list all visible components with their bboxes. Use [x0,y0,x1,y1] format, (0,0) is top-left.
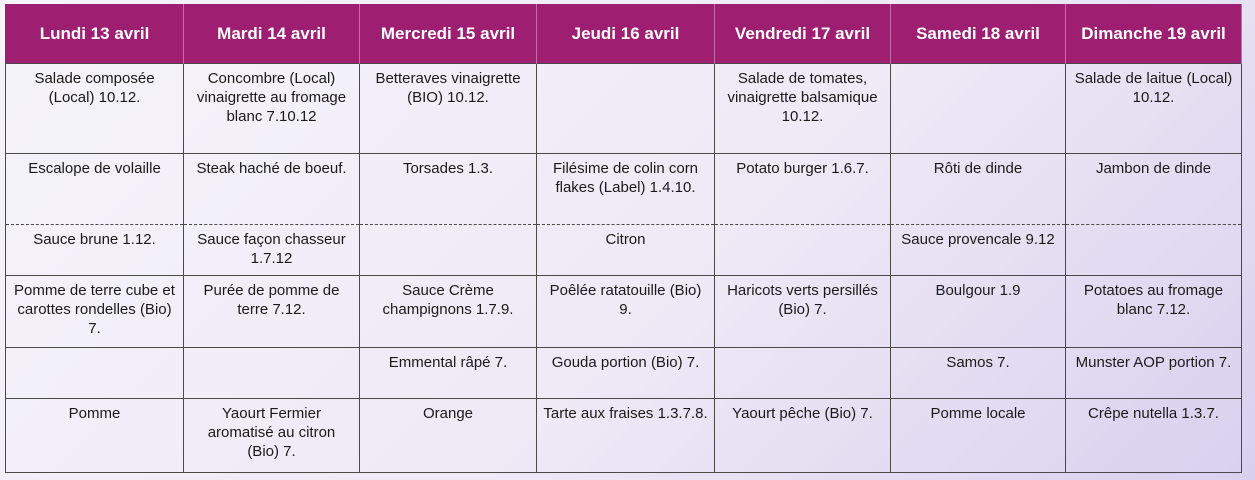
day-header-sunday: Dimanche 19 avril [1066,4,1242,64]
sauce-row [6,225,1242,276]
day-header-saturday: Samedi 18 avril [891,4,1066,64]
starter-cell: Salade composée (Local) 10.12. [6,64,184,154]
side-dish-cell: Haricots verts persillés (Bio) 7. [715,276,891,348]
main-dish-cell: Rôti de dinde [891,154,1066,225]
sauce-cell: Sauce brune 1.12. [6,225,184,276]
side-dish-cell: Boulgour 1.9 [891,276,1066,348]
sauce-cell [360,225,537,276]
cheese-cell: Gouda portion (Bio) 7. [537,348,715,399]
starter-cell [537,64,715,154]
starter-cell [891,64,1066,154]
cheese-cell [184,348,360,399]
side-dish-cell: Sauce Crème champignons 1.7.9. [360,276,537,348]
side-dish-row [6,276,1242,348]
side-dish-cell: Poêlée ratatouille (Bio) 9. [537,276,715,348]
side-dish-cell: Potatoes au fromage blanc 7.12. [1066,276,1242,348]
main-dish-cell: Steak haché de boeuf. [184,154,360,225]
dessert-cell: Crêpe nutella 1.3.7. [1066,399,1242,473]
cheese-cell: Emmental râpé 7. [360,348,537,399]
cheese-cell [715,348,891,399]
day-header-thursday: Jeudi 16 avril [537,4,715,64]
dessert-cell: Tarte aux fraises 1.3.7.8. [537,399,715,473]
sauce-cell: Sauce façon chasseur 1.7.12 [184,225,360,276]
side-dish-cell: Pomme de terre cube et carottes rondelles (Bio) 7. [6,276,184,348]
day-header-friday: Vendredi 17 avril [715,4,891,64]
sauce-cell: Sauce provencale 9.12 [891,225,1066,276]
main-dish-cell: Torsades 1.3. [360,154,537,225]
main-dish-cell: Potato burger 1.6.7. [715,154,891,225]
starter-cell: Concombre (Local) vinaigrette au fromage blanc 7.10.12 [184,64,360,154]
cheese-cell: Munster AOP portion 7. [1066,348,1242,399]
day-header-wednesday: Mercredi 15 avril [360,4,537,64]
main-dish-cell: Filésime de colin corn flakes (Label) 1.4.10. [537,154,715,225]
main-dish-cell: Escalope de volaille [6,154,184,225]
weekly-menu-table [5,4,1242,473]
starter-cell: Salade de tomates, vinaigrette balsamique 10.12. [715,64,891,154]
starter-cell: Betteraves vinaigrette (BIO) 10.12. [360,64,537,154]
cheese-cell: Samos 7. [891,348,1066,399]
dessert-cell: Pomme [6,399,184,473]
dessert-row [6,399,1242,473]
dessert-cell: Yaourt pêche (Bio) 7. [715,399,891,473]
starter-cell: Salade de laitue (Local) 10.12. [1066,64,1242,154]
dessert-cell: Orange [360,399,537,473]
day-header-monday: Lundi 13 avril [6,4,184,64]
side-dish-cell: Purée de pomme de terre 7.12. [184,276,360,348]
starter-row [6,64,1242,154]
dessert-cell: Yaourt Fermier aromatisé au citron (Bio) 7. [184,399,360,473]
main-dish-cell: Jambon de dinde [1066,154,1242,225]
main-dish-row [6,154,1242,225]
day-header-tuesday: Mardi 14 avril [184,4,360,64]
cheese-row [6,348,1242,399]
dessert-cell: Pomme locale [891,399,1066,473]
sauce-cell [715,225,891,276]
sauce-cell: Citron [537,225,715,276]
cheese-cell [6,348,184,399]
header-row [6,4,1242,64]
sauce-cell [1066,225,1242,276]
